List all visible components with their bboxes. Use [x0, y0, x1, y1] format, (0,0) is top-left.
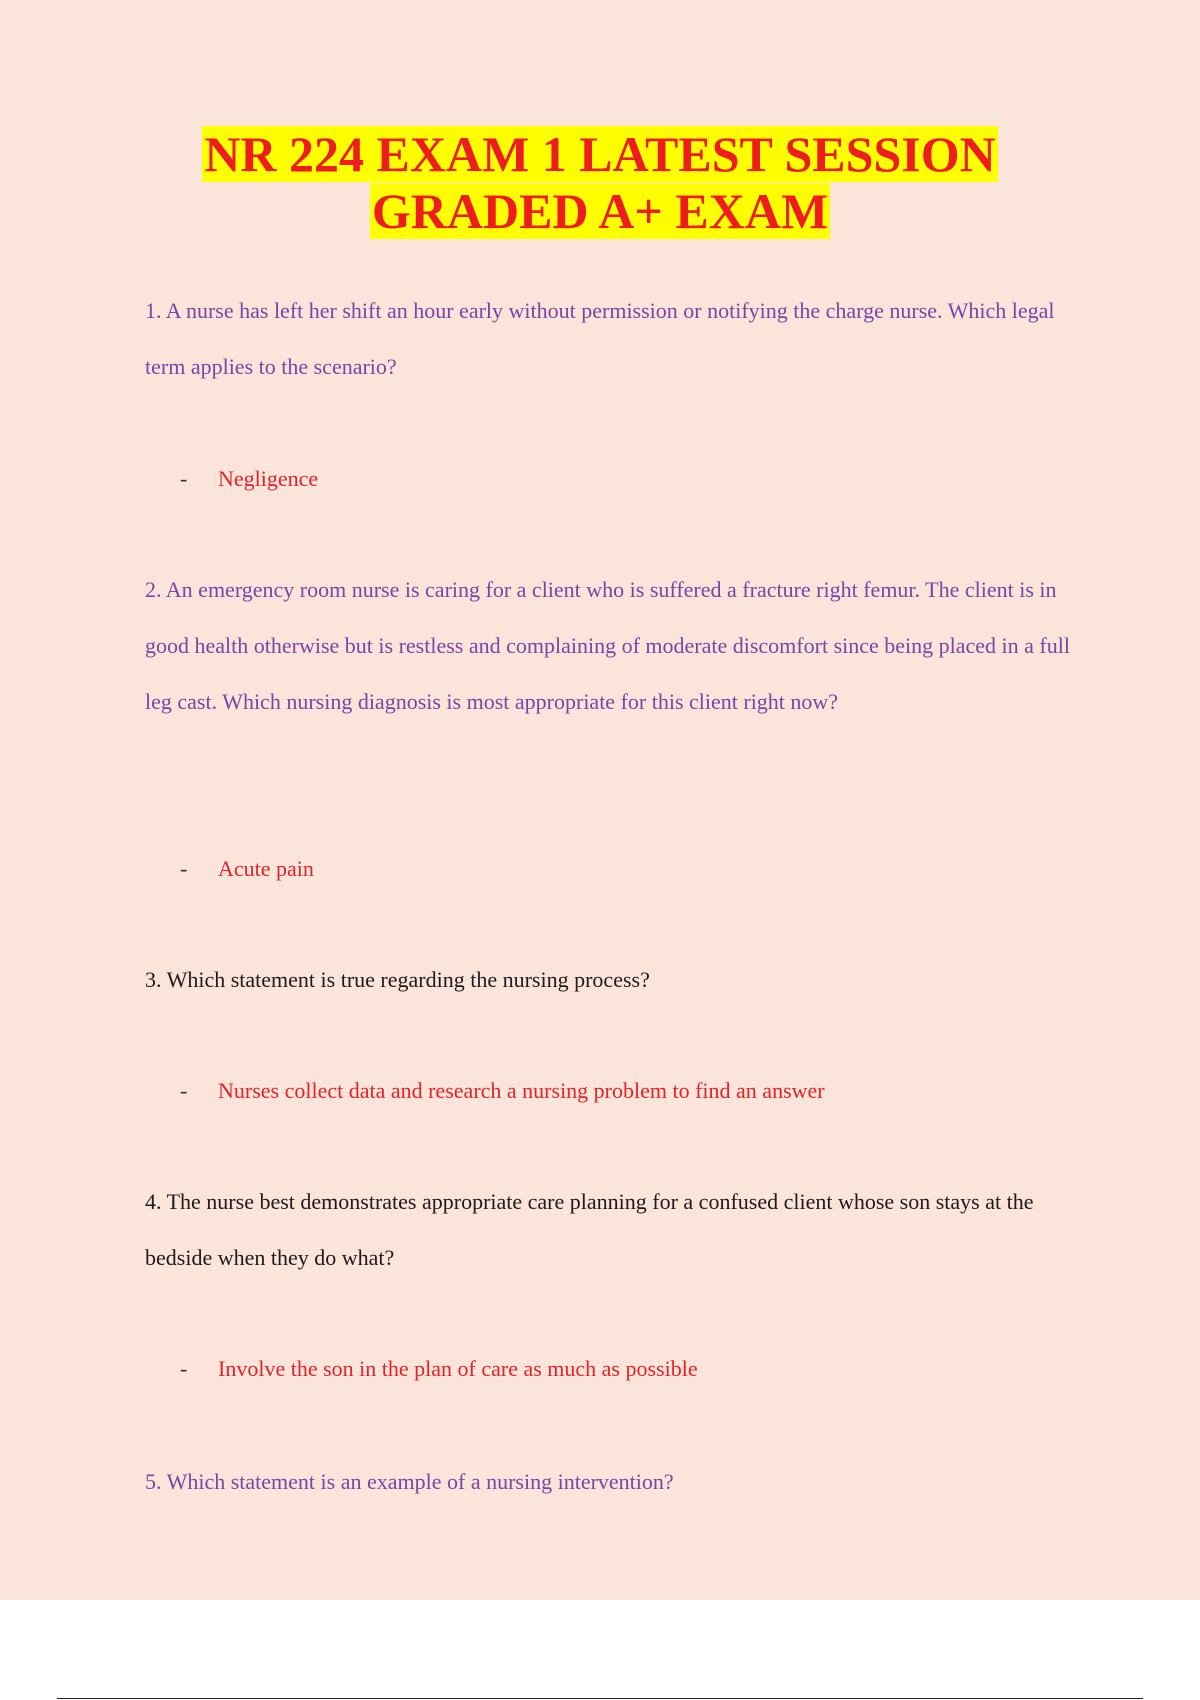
question-1: 1. A nurse has left her shift an hour early without permission or notifying the charge nurse. Which legal term applies to the scenario?: [145, 298, 1055, 379]
title-line-2: GRADED A+ EXAM: [371, 183, 829, 239]
answer-1: [180, 451, 1110, 507]
question-4: 4. The nurse best demonstrates appropriate care planning for a confused client whose son stays at the bedside when they do what?: [145, 1189, 1034, 1270]
page-divider: [57, 1698, 1143, 1699]
answer-4: [180, 1341, 1110, 1397]
answer-2: [180, 841, 1110, 897]
answer-text: Nurses collect data and research a nursing problem to find an answer: [218, 1078, 825, 1103]
answer-text: Negligence: [218, 466, 319, 491]
bullet-dash: -: [180, 466, 188, 491]
title-line-1: NR 224 EXAM 1 LATEST SESSION: [204, 126, 996, 182]
bullet-dash: -: [180, 1356, 188, 1381]
answer-text: Acute pain: [218, 856, 314, 881]
question-3: 3. Which statement is true regarding the nursing process?: [145, 967, 650, 992]
question-2: 2. An emergency room nurse is caring for a client who is suffered a fracture right femur. The client is in good health otherwise but is restless and complaining of moderate discomfort since being placed in a full leg cast. Which nursing diagnosis is most appropriate for this client right now?: [145, 577, 1070, 714]
question-5: 5. Which statement is an example of a nursing intervention?: [145, 1469, 674, 1494]
document-title: [0, 126, 1200, 240]
bullet-dash: -: [180, 856, 188, 881]
bullet-dash: -: [180, 1078, 188, 1103]
answer-3: [180, 1063, 1110, 1119]
answer-text: Involve the son in the plan of care as much as possible: [218, 1356, 698, 1381]
